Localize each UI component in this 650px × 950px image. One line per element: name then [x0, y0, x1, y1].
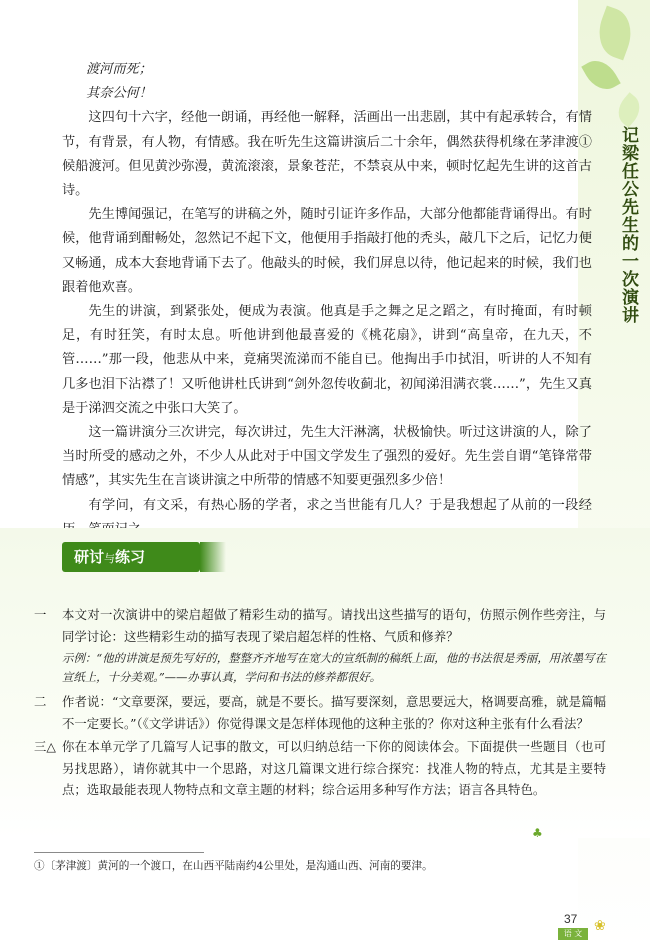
exercise-header-word: 研讨: [74, 548, 105, 566]
exercise-number: 一: [34, 607, 47, 622]
subject-tag: 语 文: [558, 928, 588, 940]
leaf-icon: [612, 92, 647, 128]
sprout-icon: ♣: [532, 826, 543, 840]
exercise-number: 二: [34, 694, 47, 709]
exercise-number: 三△: [34, 739, 56, 754]
leaf-icon: [591, 6, 639, 61]
footnote: ①〔茅津渡〕黄河的一个渡口，在山西平陆南约4公里处，是沟通山西、河南的要津。: [34, 860, 433, 872]
poem-line: 其奈公何！: [86, 86, 152, 102]
footnote-divider: [34, 852, 204, 853]
paragraph: 先生博闻强记，在笔写的讲稿之外，随时引证许多作品，大部分他都能背诵得出。有时候，他背诵到酣畅处，忽然记不起下文，他便用手指敲打他的秃头，敲几下之后，记忆力便又畅通，成本大套地背诵下去了。他敲头的时候，我们屏息以待，他记起来的时候，我们也跟着他欢喜。: [62, 207, 592, 295]
poem-line: 渡河而死；: [86, 62, 152, 77]
exercise-item: [34, 736, 606, 801]
exercise-header-word: 练习: [115, 548, 146, 566]
lesson-title-vertical: 记梁任公先生的一次演讲: [618, 126, 638, 324]
exercise-item: [34, 691, 606, 734]
exercise-item: [34, 604, 606, 647]
exercise-text: 你在本单元学了几篇写人记事的散文，可以归纳总结一下你的阅读体会。下面提供一些题目（也可另找思路），请你就其中一个思路，对这几篇课文进行综合探究：找准人物的特点，尤其是主要特点；选取最能表现人物特点和文章主题的材料；综合运用多种写作方法；语言各具特色。: [62, 739, 606, 797]
exercise-header-connector: 与: [104, 552, 116, 565]
exercise-text: 作者说：“文章要深，要远，要高，就是不要长。描写要深刻，意思要远大，格调要高雅，就是篇幅不一定要长。”（《文学讲话》）你觉得课文是怎样体现他的这种主张的？你对这种主张有什么看法？: [62, 694, 606, 731]
paragraph: 有学问，有文采，有热心肠的学者，求之当世能有几人？于是我想起了从前的一段经: [88, 497, 592, 513]
main-text: [62, 58, 592, 542]
exercise-header: [62, 542, 200, 572]
paragraph: 先生的讲演，到紧张处，便成为表演。他真是手之舞之足之蹈之，有时掩面，有时顿足，有时狂笑，有时太息。听他讲到他最喜爱的《桃花扇》，讲到“高皇帝，在九天，不管……”那一段，他悲从中来，竟痛哭流涕而不能自已。他掏出手巾拭泪，听讲的人不知有几多也泪下沾襟了！又听他讲杜氏讲到“剑外忽传收蓟北，初闻涕泪满衣裳……”，先生又真是于涕泗交流之中张口大笑了。: [62, 304, 592, 416]
exercise-example: 示例：“他的讲演是预先写好的，整整齐齐地写在宽大的宣纸制的稿纸上面，他的书法很是秀丽，用浓墨写在宣纸上，十分美观。”——办事认真，学问和书法的修养都很好。: [62, 651, 606, 684]
paragraph: 这一篇讲演分三次讲完，每次讲过，先生大汗淋漓，状极愉快。听过这讲演的人，除了当时所受的感动之外，不少人从此对于中国文学发生了强烈的爱好。先生尝自谓“笔锋常带情感”，其实先生在言谈讲演之中所带的情感不知要更强烈多少倍！: [62, 425, 592, 489]
paragraph: 这四句十六字，经他一朗诵，再经他一解释，活画出一出悲剧，其中有起承转合，有情节，有背景，有人物，有情感。我在听先生这篇讲演后二十余年，偶然获得机缘在茅津渡①候船渡河。但见黄沙弥漫，黄流滚滚，景象苍茫，不禁哀从中来，顿时忆起先生讲的这首古诗。: [62, 110, 592, 199]
exercise-list: [34, 604, 606, 803]
exercise-text: 本文对一次演讲中的梁启超做了精彩生动的描写。请找出这些描写的语句，仿照示例作些旁注，与同学讨论：这些精彩生动的描写表现了梁启超怎样的性格、气质和修养？: [62, 607, 606, 644]
header-decoration: [200, 542, 226, 572]
page-number: 37: [564, 912, 578, 926]
leaf-icon: ❀: [594, 918, 606, 934]
